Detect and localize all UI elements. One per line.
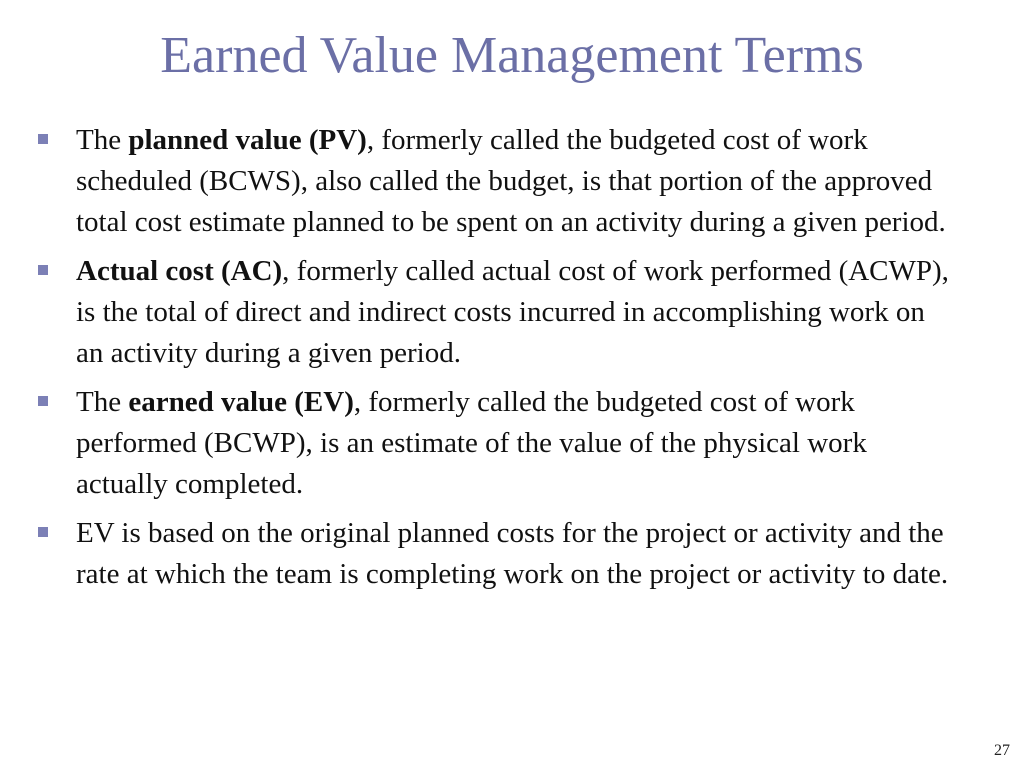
bullet-text: , formerly called the budgeted cost of work scheduled (BCWS), also called the budget, is that portion of the approved total cost estimate planned to be spent on an activity during a given period. [76,124,946,238]
bullet-term: planned value (PV) [128,124,367,156]
bullet-text: , formerly called actual cost of work performed (ACWP), is the total of direct and indirect costs incurred in accomplishing work on an activity during a given period. [76,255,949,369]
bullet-square-icon [38,134,48,144]
bullet-square-icon [38,265,48,275]
page-number: 27 [994,742,1010,759]
bullet-term: earned value (EV) [128,386,354,418]
bullet-square-icon [38,527,48,537]
bullet-text: , formerly called the budgeted cost of work performed (BCWP), is an estimate of the value of the physical work actually completed. [76,386,867,500]
bullet-item [36,120,956,243]
bullet-list [36,120,956,603]
bullet-item [36,251,956,374]
bullet-text: EV is based on the original planned costs for the project or activity and the rate at which the team is completing work on the project or activity to date. [76,517,949,590]
bullet-prefix: The [76,124,129,156]
bullet-prefix: The [76,386,129,418]
bullet-item [36,513,956,595]
bullet-term: Actual cost (AC) [76,255,283,287]
slide-title: Earned Value Management Terms [160,27,864,84]
bullet-item [36,382,956,505]
bullet-square-icon [38,396,48,406]
